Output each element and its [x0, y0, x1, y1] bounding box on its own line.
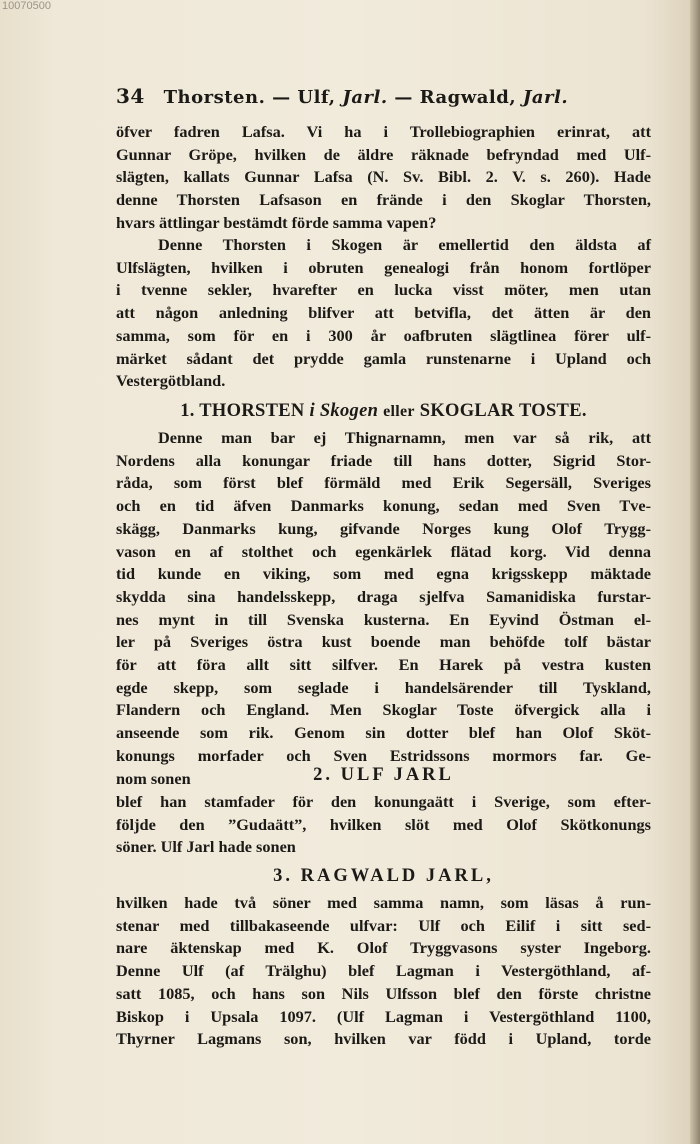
heading-number: 1.: [180, 401, 195, 421]
heading-name: THORSTEN: [199, 401, 305, 421]
paragraph-4: [116, 791, 651, 859]
paragraph-2: [116, 234, 651, 393]
text-line: för att föra allt sitt silfver. En Harek på vestra kusten: [116, 655, 651, 675]
text-line: nes mynt in till Svenska kusterna. En Eyvind Östman el-: [116, 609, 651, 629]
text-line: och en tid äfven Danmarks konung, sedan med Sven Tve-: [116, 496, 651, 516]
text-line: skägg, Danmarks kung, gifvande Norges kung Olof Trygg-: [116, 518, 651, 538]
text-line: skydda sina handelsskepp, draga sjelfva Samanidiska furstar-: [116, 586, 651, 606]
text-line: Denne man bar ej Thignarnamn, men var så rik, att: [158, 428, 651, 447]
text-line: hvilken hade två söner med samma namn, som läsas å run-: [116, 893, 651, 912]
text-line: Vestergötbland.: [116, 371, 226, 391]
text-line: ler på Sveriges östra kust boende man behöfde tolf bästar: [116, 632, 651, 652]
text-line: hvars ättlingar bestämdt förde samma vapen?: [116, 212, 437, 232]
text-line: Denne Thorsten i Skogen är emellertid den äldsta af: [158, 235, 651, 254]
section-heading-2: 2. ULF JARL: [313, 765, 454, 785]
text-line: konungs morfader och Sven Estridssons mormors far. Ge-: [116, 745, 651, 765]
header-title-jarl1: Jarl.: [335, 87, 388, 108]
paragraph-1: [116, 121, 651, 235]
header-title-ulf: Ulf,: [297, 87, 336, 108]
text-line: anseende som rik. Genom sin dotter blef han Olof Sköt-: [116, 723, 651, 743]
page-number: 34: [116, 84, 145, 108]
header-title-pre: Thorsten. —: [163, 87, 298, 108]
text-line: söner. Ulf Jarl hade sonen: [116, 837, 296, 857]
text-line: Flandern och England. Men Skoglar Toste öfvergick alla i: [116, 700, 651, 720]
text-line: märket sådant det prydde gamla runstenarne i Upland och: [116, 348, 651, 368]
paragraph-3: [116, 427, 651, 790]
text-line: Thyrner Lagmans son, hvilken var född i Upland, torde: [116, 1029, 651, 1049]
text-line: råda, som först blef förmäld med Erik Segersäll, Sveriges: [116, 473, 651, 493]
text-line: i tvenne sekler, hvarefter en lucka visst möter, men utan: [116, 280, 651, 300]
text-line: att någon anledning blifver att betvifla, det ätten är den: [116, 303, 651, 323]
text-line: samma, som för en i 300 år oafbruten slägtlinea förer ulf-: [116, 325, 651, 345]
text-line: Biskop i Upsala 1097. (Ulf Lagman i Vestergöthland 1100,: [116, 1006, 651, 1026]
paragraph-5: [116, 892, 651, 1051]
text-line: egde skepp, som seglade i handelsärender till Tyskland,: [116, 677, 651, 697]
text-line: Denne Ulf (af Trälghu) blef Lagman i Vestergöthland, af-: [116, 961, 651, 981]
text-line: nom sonen: [116, 768, 191, 788]
text-line: stenar med tillbakaseende ulfvar: Ulf och Eilif i sitt sed-: [116, 915, 651, 935]
text-line: tid kunde en viking, som med egna krigsskepp mäktade: [116, 564, 651, 584]
text-line: nare äktenskap med K. Olof Tryggvasons syster Ingeborg.: [116, 938, 651, 958]
section-heading-1: [116, 401, 651, 422]
header-title-mid: — Ragwald,: [387, 87, 517, 108]
page-id-label: 10070500: [2, 0, 51, 12]
text-line: Gunnar Gröpe, hvilken de äldre räknade befryndad med Ulf-: [116, 144, 651, 164]
text-line: satt 1085, och hans son Nils Ulfsson blef den förste christne: [116, 983, 651, 1003]
heading-rest: SKOGLAR TOSTE.: [419, 401, 587, 421]
section-heading-3: 3. RAGWALD JARL,: [273, 866, 494, 886]
running-header: [116, 84, 656, 108]
page-edge-shadow: [690, 0, 700, 1144]
heading-i: i: [309, 401, 315, 421]
text-line: öfver fadren Lafsa. Vi ha i Trollebiographien erinrat, att: [116, 122, 651, 141]
text-line: slägten, kallats Gunnar Lafsa (N. Sv. Bibl. 2. V. s. 260). Hade: [116, 167, 651, 187]
heading-skogen: Skogen: [319, 401, 379, 421]
text-line: följde den ”Gudaätt”, hvilken slöt med Olof Skötkonungs: [116, 814, 651, 834]
heading-eller: eller: [383, 403, 415, 420]
text-line: vason en af stolthet och egenkärlek flätad korg. Vid denna: [116, 541, 651, 561]
text-line: blef han stamfader för den konungaätt i Sverige, som efter-: [116, 792, 651, 811]
text-line: Nordens alla konungar friade till hans dotter, Sigrid Stor-: [116, 450, 651, 470]
text-line: Ulfslägten, hvilken i obruten genealogi från honom fortlöper: [116, 257, 651, 277]
text-line: denne Thorsten Lafsason en frände i den Skoglar Thorsten,: [116, 190, 651, 210]
header-title-jarl2: Jarl.: [516, 87, 569, 108]
